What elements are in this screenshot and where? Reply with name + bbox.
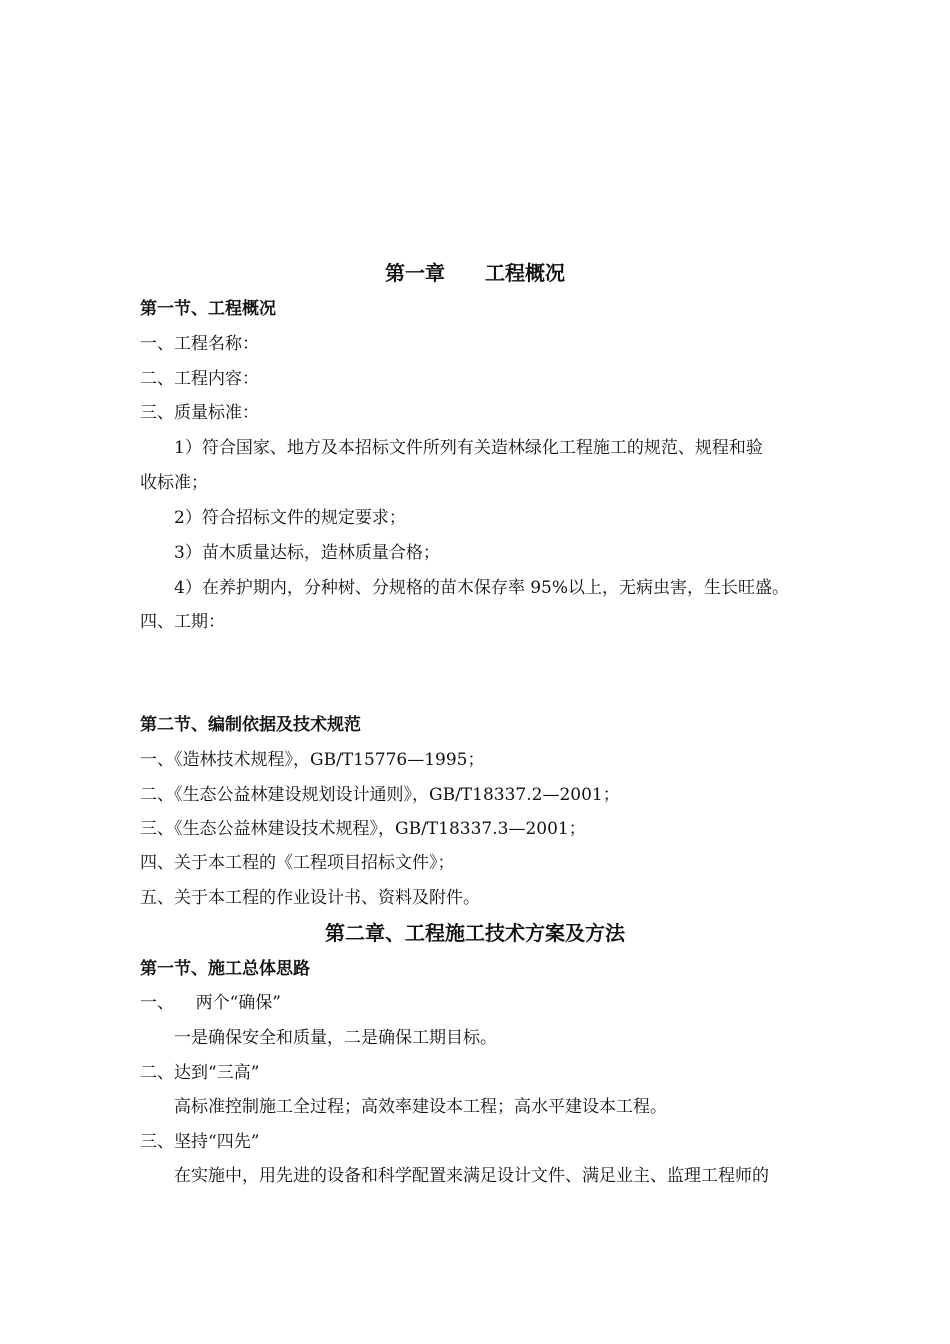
standard-4: 4）在养护期内，分种树、分规格的苗木保存率 95%以上，无病虫害，生长旺盛。 bbox=[174, 578, 790, 598]
reference-4: 四、关于本工程的《工程项目招标文件》； bbox=[140, 853, 455, 873]
principle-2-body: 高标准控制施工全过程；高效率建设本工程；高水平建设本工程。 bbox=[174, 1097, 667, 1117]
reference-2: 二、《生态公益林建设规划设计通则》，GB/T18337.2—2001； bbox=[140, 785, 620, 805]
section-1-1-title: 第一节、工程概况 bbox=[140, 299, 276, 319]
principle-3-body: 在实施中，用先进的设备和科学配置来满足设计文件、满足业主、监理工程师的 bbox=[174, 1166, 769, 1186]
principle-3-heading: 三、坚持“四先” bbox=[140, 1132, 260, 1152]
chapter-2-title: 第二章、工程施工技术方案及方法 bbox=[325, 921, 625, 945]
construction-period-item: 四、工期： bbox=[140, 612, 225, 632]
standard-3: 3）苗木质量达标，造林质量合格； bbox=[174, 543, 440, 563]
project-content-item: 二、工程内容： bbox=[140, 369, 259, 389]
section-2-1-title: 第一节、施工总体思路 bbox=[140, 959, 310, 979]
reference-5: 五、关于本工程的作业设计书、资料及附件。 bbox=[140, 888, 480, 908]
standard-2: 2）符合招标文件的规定要求； bbox=[174, 508, 406, 528]
principle-2-heading: 二、达到“三高” bbox=[140, 1063, 260, 1083]
quality-standard-item: 三、质量标准： bbox=[140, 403, 259, 423]
principle-1-body: 一是确保安全和质量，二是确保工期目标。 bbox=[174, 1028, 497, 1048]
reference-3: 三、《生态公益林建设技术规程》，GB/T18337.3—2001； bbox=[140, 819, 586, 839]
section-1-2-title: 第二节、编制依据及技术规范 bbox=[140, 715, 361, 735]
standard-1-line-1: 1）符合国家、地方及本招标文件所列有关造林绿化工程施工的规范、规程和验 bbox=[174, 438, 763, 458]
chapter-1-title: 第一章 工程概况 bbox=[385, 261, 565, 285]
standard-1-line-2: 收标准； bbox=[140, 473, 208, 493]
project-name-item: 一、工程名称： bbox=[140, 334, 259, 354]
reference-1: 一、《造林技术规程》，GB/T15776—1995； bbox=[140, 750, 485, 770]
principle-1-heading: 一、 两个“确保” bbox=[140, 993, 281, 1013]
